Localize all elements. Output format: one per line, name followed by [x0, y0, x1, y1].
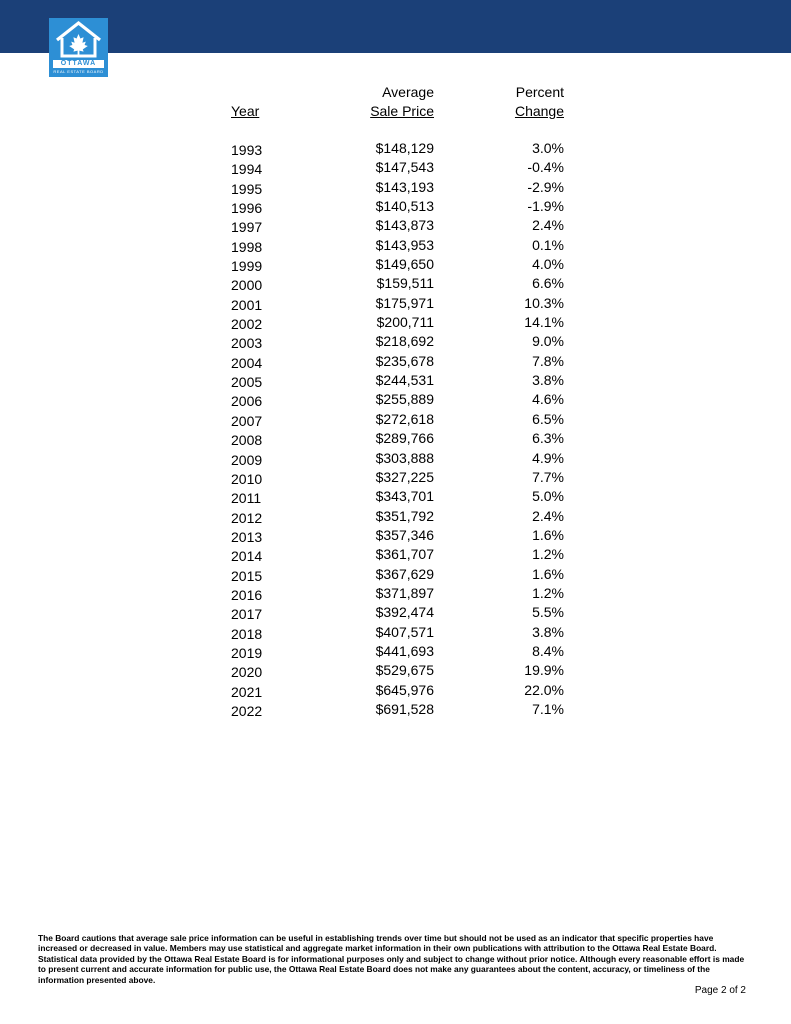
- year-cell: 2019: [231, 644, 263, 661]
- table-row: [230, 623, 570, 642]
- change-cell: 3.0%: [532, 140, 564, 156]
- table-row: [230, 352, 570, 371]
- year-cell: 2009: [231, 451, 263, 468]
- year-cell: 2005: [231, 374, 263, 391]
- price-cell: $529,675: [375, 662, 434, 679]
- ottawa-real-estate-board-logo: [49, 18, 108, 77]
- price-cell: $244,531: [375, 372, 434, 389]
- change-cell: -1.9%: [527, 198, 564, 215]
- price-cell: $367,629: [375, 565, 434, 582]
- change-cell: 7.8%: [532, 352, 564, 369]
- table-row: [230, 294, 570, 313]
- change-cell: 22.0%: [524, 681, 564, 698]
- table-row: [230, 468, 570, 487]
- table-row: [230, 313, 570, 332]
- change-cell: 8.4%: [532, 642, 564, 659]
- table-row: [230, 390, 570, 409]
- header-bar: [0, 0, 791, 53]
- year-cell: 2004: [231, 354, 263, 371]
- price-cell: $371,897: [375, 584, 434, 601]
- change-cell: 5.0%: [532, 488, 564, 505]
- change-cell: 6.6%: [532, 275, 564, 292]
- table-row: [230, 603, 570, 622]
- change-cell: 0.1%: [532, 236, 564, 253]
- year-cell: 2002: [231, 316, 263, 333]
- price-cell: $143,193: [375, 178, 434, 195]
- price-cell: $148,129: [375, 140, 434, 156]
- price-cell: $407,571: [375, 623, 434, 640]
- table-row: [230, 236, 570, 255]
- price-cell: $645,976: [375, 681, 434, 698]
- year-cell: 2020: [231, 664, 263, 681]
- price-cell: $361,707: [375, 546, 434, 563]
- price-cell: $327,225: [375, 468, 434, 485]
- table-row: [230, 371, 570, 390]
- price-cell: $289,766: [375, 430, 434, 447]
- header-average-sale-price: [370, 83, 434, 121]
- price-cell: $272,618: [375, 410, 434, 427]
- table-row: [230, 429, 570, 448]
- change-cell: 7.1%: [532, 700, 564, 717]
- price-cell: $200,711: [376, 314, 434, 331]
- year-cell: 1994: [231, 161, 263, 178]
- year-cell: 2015: [231, 567, 263, 584]
- price-cell: $143,953: [375, 236, 434, 253]
- table-row: [230, 507, 570, 526]
- price-cell: $392,474: [375, 604, 434, 621]
- table-row: [230, 681, 570, 700]
- header-change-line2: Change: [514, 103, 564, 119]
- table-row: [230, 178, 570, 197]
- price-cell: $143,873: [375, 217, 434, 234]
- header-percent-change: [515, 83, 564, 121]
- year-cell: 1998: [231, 238, 263, 255]
- change-cell: 4.6%: [532, 391, 564, 408]
- header-change-line1: Percent: [515, 84, 564, 100]
- year-cell: 2014: [231, 548, 263, 565]
- price-cell: $351,792: [375, 507, 434, 524]
- change-cell: -2.9%: [527, 178, 564, 195]
- table-row: [230, 545, 570, 564]
- year-cell: 2017: [231, 606, 263, 623]
- header-price-line1: Average: [382, 84, 434, 100]
- year-cell: 2000: [231, 277, 263, 294]
- price-cell: $255,889: [375, 391, 434, 408]
- price-cell: $303,888: [375, 449, 434, 466]
- year-cell: 1996: [231, 200, 263, 217]
- change-cell: 4.0%: [532, 256, 564, 273]
- price-cell: $691,528: [375, 700, 434, 717]
- disclaimer-text: The Board cautions that average sale price information can be useful in establishing trends over time but should not be used as an indicator that specific properties have increased or decreased in value. Members may use statistical and aggregate market information in their own publications with attribution to the Ottawa Real Estate Board. Statistical data provided by the Ottawa Real Estate Board is for informational purposes only and subject to change without prior notice. Although every reasonable effort is made to present current and accurate information for public use, the Ottawa Real Estate Board does not make any guarantees about the content, accuracy, or timeliness of the information presented above.: [38, 933, 745, 985]
- table-row: [230, 661, 570, 680]
- table-row: [230, 139, 570, 158]
- table-row: [230, 332, 570, 351]
- change-cell: 10.3%: [524, 294, 564, 311]
- table-row: [230, 449, 570, 468]
- change-cell: 14.1%: [524, 314, 564, 331]
- table-row: [230, 410, 570, 429]
- table-row: [230, 526, 570, 545]
- change-cell: 19.9%: [524, 662, 564, 679]
- year-cell: 2003: [231, 335, 263, 352]
- logo-subtitle: REAL ESTATE BOARD: [53, 69, 104, 74]
- year-cell: 2011: [231, 490, 262, 507]
- change-cell: 2.4%: [532, 507, 564, 524]
- year-cell: 1999: [231, 258, 263, 275]
- price-cell: $357,346: [375, 526, 434, 543]
- year-cell: 2012: [231, 509, 263, 526]
- table-row: [230, 700, 570, 719]
- table-row: [230, 642, 570, 661]
- year-cell: 1995: [231, 180, 263, 197]
- page-number: Page 2 of 2: [694, 985, 746, 996]
- year-cell: 2006: [231, 393, 263, 410]
- change-cell: 6.3%: [532, 430, 564, 447]
- year-cell: 2013: [231, 528, 263, 545]
- table-body: [230, 139, 570, 719]
- table-row: [230, 487, 570, 506]
- change-cell: 3.8%: [532, 372, 564, 389]
- change-cell: -0.4%: [527, 159, 564, 176]
- change-cell: 3.8%: [532, 623, 564, 640]
- year-cell: 2001: [231, 296, 263, 313]
- table-row: [230, 197, 570, 216]
- price-cell: $235,678: [375, 352, 434, 369]
- year-cell: 2008: [231, 432, 263, 449]
- table-row: [230, 255, 570, 274]
- table-row: [230, 565, 570, 584]
- change-cell: 1.2%: [532, 546, 564, 563]
- change-cell: 7.7%: [532, 468, 564, 485]
- change-cell: 2.4%: [532, 217, 564, 234]
- year-cell: 2021: [231, 683, 263, 700]
- price-cell: $218,692: [375, 333, 434, 350]
- header-year: Year: [231, 103, 260, 119]
- price-cell: $147,543: [375, 159, 434, 176]
- change-cell: 1.6%: [532, 526, 564, 543]
- change-cell: 6.5%: [532, 410, 564, 427]
- year-cell: 2018: [231, 625, 263, 642]
- change-cell: 5.5%: [532, 604, 564, 621]
- table-row: [230, 274, 570, 293]
- change-cell: 1.6%: [532, 565, 564, 582]
- price-cell: $159,511: [376, 275, 434, 292]
- table-row: [230, 584, 570, 603]
- year-cell: 2022: [231, 702, 263, 719]
- year-cell: 2010: [231, 470, 263, 487]
- table-row: [230, 158, 570, 177]
- price-cell: $441,693: [375, 642, 434, 659]
- price-cell: $175,971: [375, 294, 434, 311]
- change-cell: 9.0%: [532, 333, 564, 350]
- price-cell: $149,650: [375, 256, 434, 273]
- year-cell: 2007: [231, 412, 263, 429]
- year-cell: 1997: [231, 219, 263, 236]
- logo-wordmark: OTTAWA: [53, 60, 104, 68]
- year-cell: 2016: [231, 586, 263, 603]
- year-cell: 1993: [231, 142, 263, 158]
- price-cell: $343,701: [375, 488, 434, 505]
- change-cell: 1.2%: [532, 584, 564, 601]
- price-cell: $140,513: [375, 198, 434, 215]
- table-row: [230, 216, 570, 235]
- header-price-line2: Sale Price: [370, 103, 434, 119]
- change-cell: 4.9%: [532, 449, 564, 466]
